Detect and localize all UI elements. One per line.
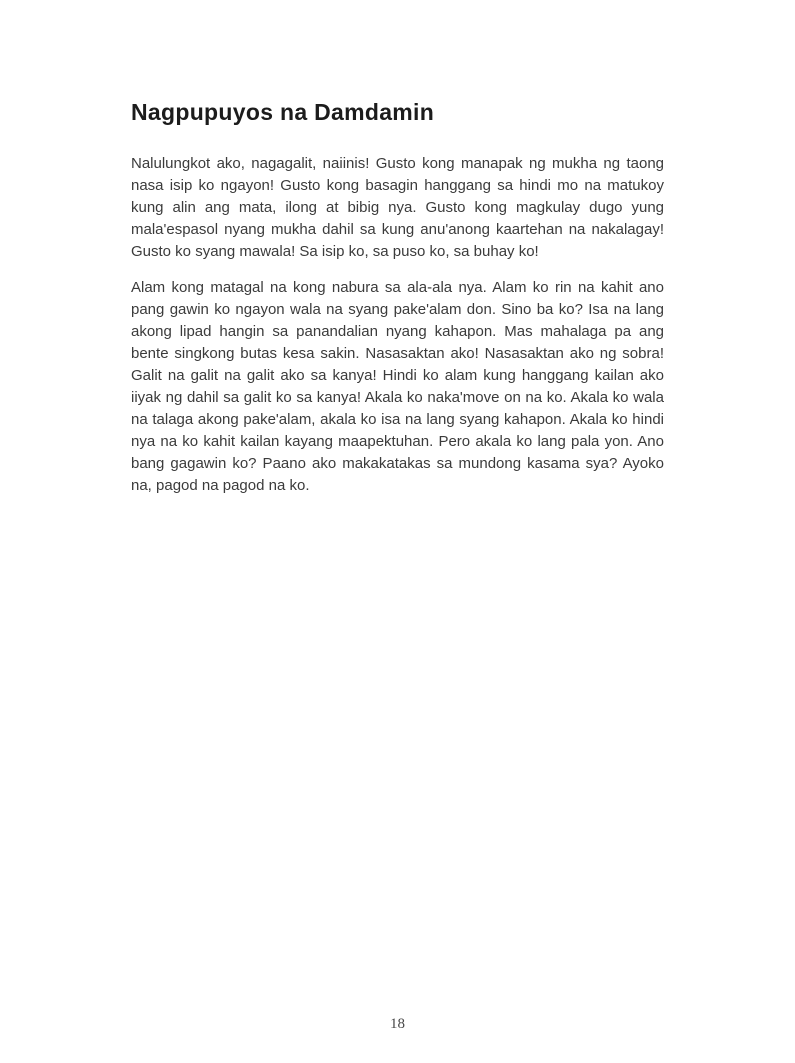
document-title: Nagpupuyos na Damdamin (131, 99, 435, 125)
page-number: 18 (390, 1016, 405, 1032)
paragraph: Alam kong matagal na kong nabura sa ala-ala nya. Alam ko rin na kahit ano pang gawin ko ngayon wala na syang pake'alam don. Sino ba ko? Isa na lang akong lipad hangin sa panandalian nyang kahapon. Mas mahalaga pa ang bente singkong butas kesa sakin. Nasasaktan ako! Nasasaktan ako ng sobra! Galit na galit na galit ako sa kanya! Hindi ko alam kung hanggang kailan ako iiyak ng dahil sa galit ko sa kanya! Akala ko naka'move on na ko. Akala ko wala na talaga akong pake'alam, akala ko isa na lang syang kahapon. Akala ko hindi nya na ko kahit kailan kayang maapektuhan. Pero akala ko lang pala yon. Ano bang gagawin ko? Paano ako makakatakas sa mundong kasama sya? Ayoko na, pagod na pagod na ko. (131, 279, 664, 495)
document-content (131, 99, 664, 511)
paragraph: Nalulungkot ako, nagagalit, naiinis! Gusto kong manapak ng mukha ng taong nasa isip ko ngayon! Gusto kong basagin hanggang sa hindi mo na matukoy kung alin ang mata, ilong at bibig nya. Gusto kong magkulay dugo yung mala'espasol nyang mukha dahil sa kung anu'anong kaartehan na nakalagay! Gusto ko syang mawala! Sa isip ko, sa puso ko, sa buhay ko! (131, 155, 664, 261)
